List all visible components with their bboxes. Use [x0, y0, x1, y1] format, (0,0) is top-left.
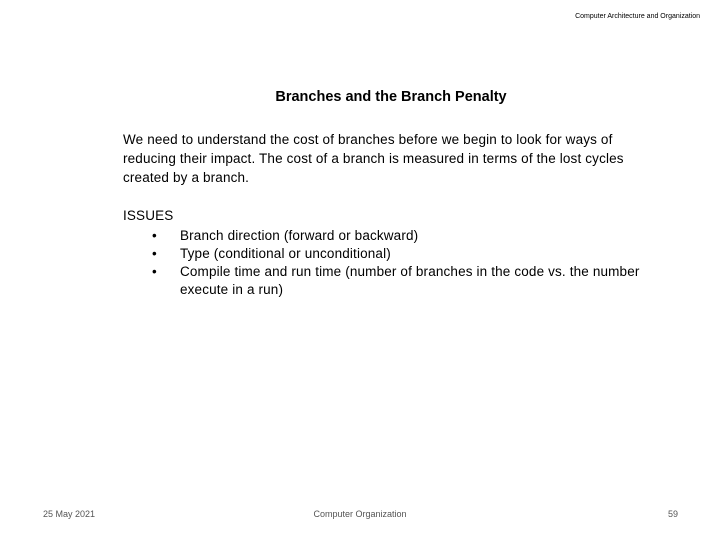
issues-list: [123, 227, 643, 299]
intro-paragraph: We need to understand the cost of branches before we begin to look for ways of reducing their impact. The cost of a branch is measured in terms of the lost cycles created by a branch.: [123, 132, 624, 185]
footer-date: 25 May 2021: [43, 509, 96, 519]
slide-title: Branches and the Branch Penalty: [275, 89, 507, 105]
footer-center-text: Computer Organization: [313, 509, 407, 519]
list-item: [123, 245, 643, 263]
bullet-icon: •: [152, 264, 157, 279]
footer-page-number: 59: [667, 509, 678, 519]
issues-label: ISSUES: [123, 208, 174, 223]
list-item: [123, 227, 643, 245]
issue-text: Compile time and run time (number of branches in the code vs. the number execute in a run): [180, 264, 640, 297]
header-course-title: Computer Architecture and Organization: [575, 13, 700, 20]
issue-text: Branch direction (forward or backward): [180, 228, 419, 243]
issue-text: Type (conditional or unconditional): [180, 246, 391, 261]
list-item: [123, 263, 643, 299]
bullet-icon: •: [152, 228, 157, 243]
bullet-icon: •: [152, 246, 157, 261]
